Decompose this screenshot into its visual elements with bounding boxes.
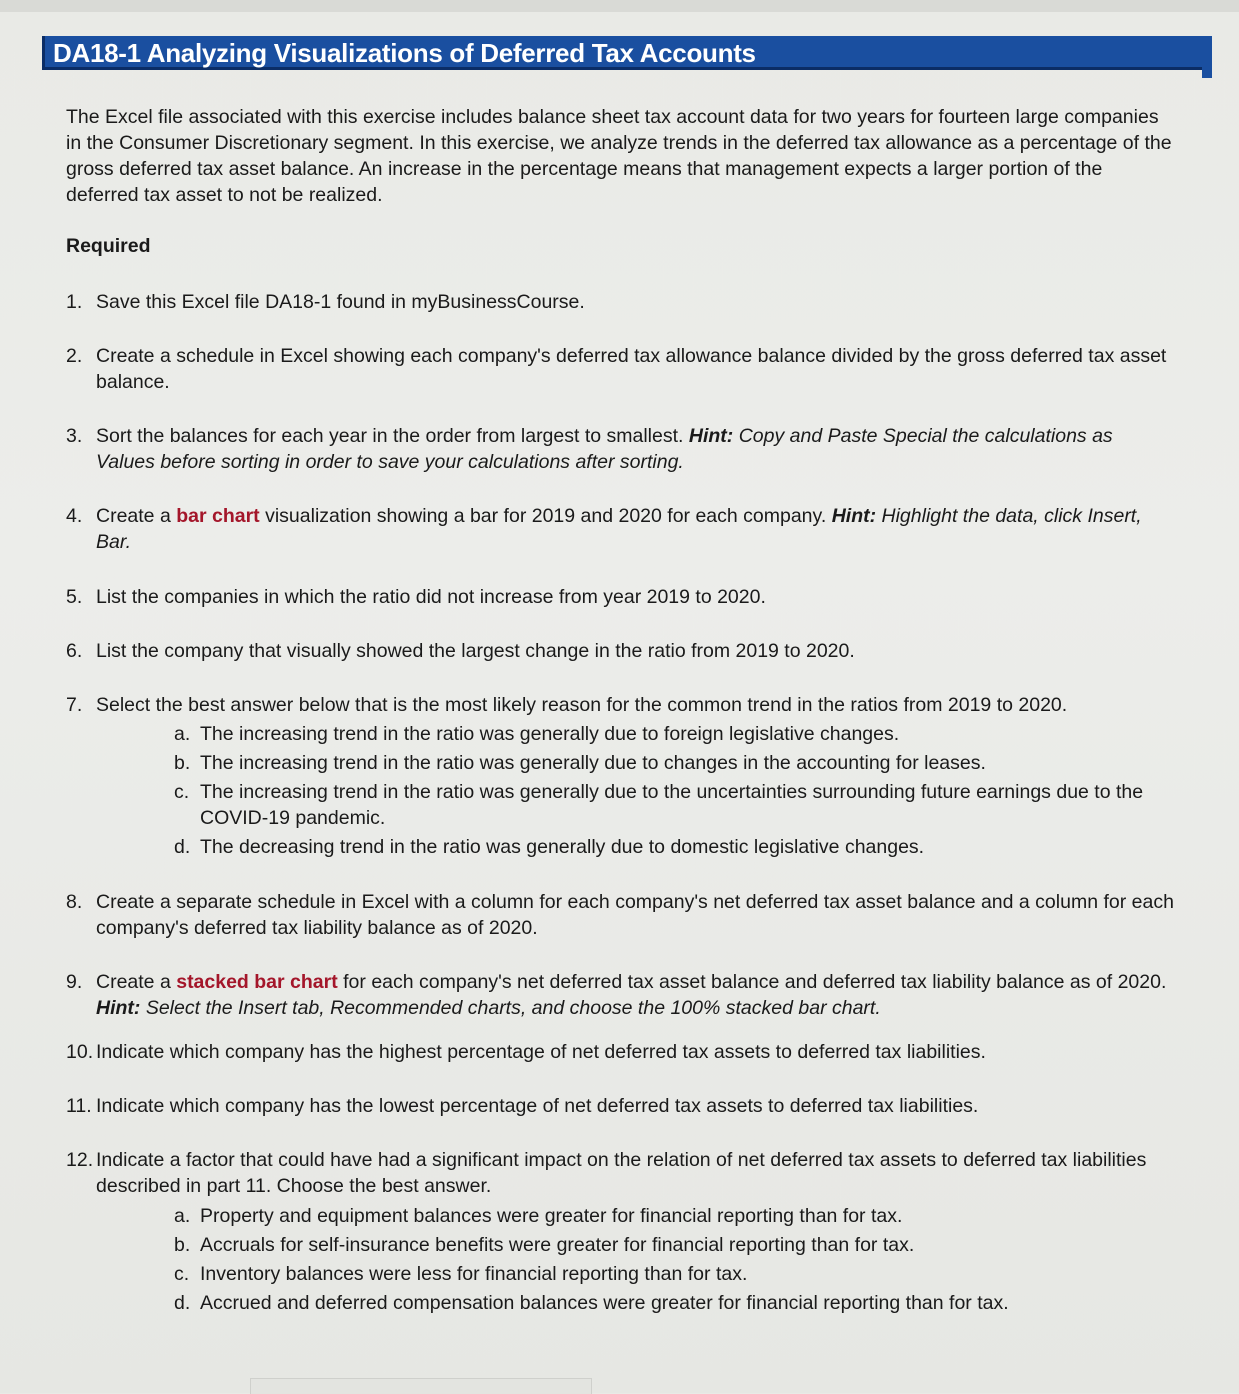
answer-option-d — [174, 1290, 1176, 1316]
hint-text: Highlight the data, click Insert, Bar. — [96, 505, 1142, 554]
option-text: The increasing trend in the ratio was generally due to the uncertainties surrounding future earnings due to the COVID-19 pandemic. — [200, 781, 1144, 830]
question-number: 1. — [66, 290, 83, 313]
question-number: 11. — [66, 1095, 92, 1118]
question-1 — [66, 289, 1176, 315]
question-text-post: for each company's net deferred tax asset balance and deferred tax liability balance as of 2020. — [343, 970, 1167, 993]
highlight-term: stacked bar chart — [176, 970, 338, 993]
option-letter: d. — [174, 1291, 191, 1314]
question-number: 4. — [66, 505, 83, 528]
question-5 — [66, 584, 1176, 610]
question-11 — [66, 1093, 1176, 1119]
title-bar — [42, 36, 1212, 70]
question-8 — [66, 889, 1176, 941]
question-7 — [66, 692, 1176, 861]
question-number: 2. — [66, 344, 83, 367]
question-body — [96, 692, 1176, 861]
answer-option-b — [174, 750, 1176, 776]
question-text: Indicate a factor that could have had a significant impact on the relation of net deferred tax assets to deferred tax liabilities described in part 11. Choose the best answer. — [96, 1149, 1147, 1198]
required-heading: Required — [66, 234, 151, 257]
intro-paragraph: The Excel file associated with this exercise includes balance sheet tax account data for two years for fourteen large companies in the Consumer Discretionary segment. In this exercise, we analyze trends in the deferred tax allowance as a percentage of the gross deferred tax asset balance. An increase in the percentage means that management expects a larger portion of the deferred tax asset to not be realized. — [66, 106, 1172, 207]
question-text: Indicate which company has the lowest percentage of net deferred tax assets to deferred tax liabilities. — [96, 1095, 979, 1118]
question-text-pre: Create a — [96, 970, 171, 993]
question-4 — [66, 503, 1176, 555]
question-text: List the companies in which the ratio did not increase from year 2019 to 2020. — [96, 585, 766, 608]
answer-option-a — [174, 1203, 1176, 1229]
hint-label: Hint: — [831, 505, 877, 528]
question-body — [96, 423, 1176, 475]
question-text: Create a schedule in Excel showing each company's deferred tax allowance balance divided by the gross deferred tax asset balance. — [96, 344, 1167, 393]
question-text: Select the best answer below that is the most likely reason for the common trend in the ratios from 2019 to 2020. — [96, 693, 1068, 716]
highlight-term: bar chart — [176, 505, 260, 528]
answer-option-b — [174, 1232, 1176, 1258]
option-letter: b. — [174, 752, 191, 774]
question-2 — [66, 343, 1176, 395]
top-edge — [0, 0, 1239, 12]
question-number: 7. — [66, 693, 83, 716]
question-text: List the company that visually showed the largest change in the ratio from 2019 to 2020. — [96, 639, 855, 662]
hint-label: Hint: — [96, 996, 141, 1019]
question-number: 10. — [66, 1041, 94, 1063]
answer-option-c — [174, 779, 1176, 831]
option-text: Accrued and deferred compensation balances were greater for financial reporting than for tax. — [200, 1291, 1009, 1314]
title-bar-corner — [1202, 64, 1212, 78]
option-text: The decreasing trend in the ratio was generally due to domestic legislative changes. — [200, 836, 925, 859]
option-text: The increasing trend in the ratio was generally due to foreign legislative changes. — [200, 722, 900, 745]
hint-text: Select the Insert tab, Recommended charts, and choose the 100% stacked bar chart. — [145, 996, 881, 1019]
hint-text: Copy and Paste Special the calculations as Values before sorting in order to save your calculations after sorting. — [96, 425, 1113, 474]
option-letter: c. — [174, 1262, 190, 1285]
question-12 — [66, 1147, 1176, 1316]
question-text: Sort the balances for each year in the order from largest to smallest. — [96, 425, 684, 447]
question-number: 9. — [66, 970, 83, 993]
question-3 — [66, 423, 1176, 475]
question-text-pre: Create a — [96, 505, 171, 528]
hint-label: Hint: — [688, 425, 734, 447]
page-edge-artifact — [250, 1378, 592, 1394]
option-text: Accruals for self-insurance benefits were greater for financial reporting than for tax. — [200, 1233, 915, 1256]
question-number: 12. — [66, 1149, 94, 1172]
question-number: 8. — [66, 890, 83, 913]
exercise-body — [66, 104, 1176, 1344]
option-letter: b. — [174, 1233, 191, 1256]
question-body — [96, 1147, 1176, 1316]
question-text: Indicate which company has the highest percentage of net deferred tax assets to deferred tax liabilities. — [96, 1041, 986, 1063]
option-text: The increasing trend in the ratio was generally due to changes in the accounting for leases. — [200, 752, 986, 774]
option-text: Property and equipment balances were greater for financial reporting than for tax. — [200, 1204, 903, 1227]
question-9 — [66, 969, 1176, 1021]
question-10 — [66, 1039, 1176, 1065]
hint — [96, 997, 881, 1019]
answer-option-c — [174, 1261, 1176, 1287]
question-text-post: visualization showing a bar for 2019 and 2020 for each company. — [265, 505, 827, 528]
page-title: DA18-1 Analyzing Visualizations of Deferred Tax Accounts — [53, 38, 756, 68]
question-6 — [66, 638, 1176, 664]
option-letter: a. — [174, 722, 191, 745]
question-body — [96, 503, 1176, 555]
answer-option-d — [174, 834, 1176, 860]
answer-option-a — [174, 721, 1176, 747]
option-letter: d. — [174, 836, 191, 859]
question-text: Save this Excel file DA18-1 found in myBusinessCourse. — [96, 290, 585, 313]
question-number: 5. — [66, 585, 83, 608]
question-number: 6. — [66, 639, 83, 662]
option-text: Inventory balances were less for financial reporting than for tax. — [200, 1262, 748, 1285]
question-number: 3. — [66, 425, 83, 447]
question-text: Create a separate schedule in Excel with a column for each company's net deferred tax asset balance and a column for each company's deferred tax liability balance as of 2020. — [96, 890, 1174, 939]
question-body — [96, 969, 1176, 1021]
option-letter: c. — [174, 781, 190, 804]
option-letter: a. — [174, 1204, 191, 1227]
